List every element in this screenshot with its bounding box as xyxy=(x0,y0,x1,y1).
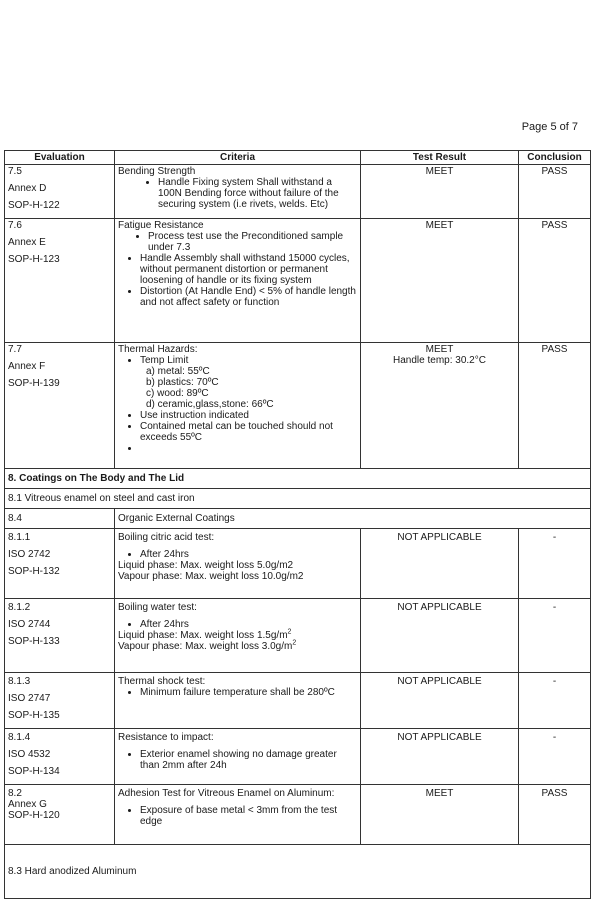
header-evaluation: Evaluation xyxy=(5,151,115,165)
sop-ref: SOP-H-122 xyxy=(8,200,60,211)
clause-number: 8.2 xyxy=(8,788,22,799)
evaluation-cell xyxy=(5,785,115,845)
header-criteria: Criteria xyxy=(115,151,361,165)
table-row xyxy=(5,729,591,785)
empty-bullet xyxy=(140,443,357,454)
table-header-row xyxy=(5,151,591,165)
table-row xyxy=(5,599,591,673)
section-8-title: 8. Coatings on The Body and The Lid xyxy=(5,469,591,489)
result-cell: MEET xyxy=(361,785,519,845)
criteria-cell xyxy=(115,673,361,729)
clause-number: 7.7 xyxy=(8,344,22,355)
result-cell: NOT APPLICABLE xyxy=(361,599,519,673)
sop-ref: SOP-H-134 xyxy=(8,766,60,777)
vapour-phase-limit: Vapour phase: Max. weight loss $3.0g/m^2$ xyxy=(118,639,297,652)
sop-ref: SOP-H-133 xyxy=(8,636,60,647)
evaluation-cell xyxy=(5,599,115,673)
criteria-title: Thermal Hazards: xyxy=(118,344,198,355)
table-row xyxy=(5,219,591,343)
result-cell: MEET xyxy=(361,165,519,219)
evaluation-cell xyxy=(5,219,115,343)
iso-ref: ISO 4532 xyxy=(8,749,51,760)
vapour-phase-limit: Vapour phase: Max. weight loss 10.0g/m2 xyxy=(118,571,304,582)
criteria-title: Bending Strength xyxy=(118,166,196,177)
sop-ref: SOP-H-135 xyxy=(8,710,60,721)
clause-number: 8.1.2 xyxy=(8,602,31,613)
clause-number: 8.1.1 xyxy=(8,532,31,543)
result-cell: NOT APPLICABLE xyxy=(361,529,519,599)
header-conclusion: Conclusion xyxy=(519,151,591,165)
criteria-bullet: • Distortion (At Handle End) < 5% of handle length and not affect safety or function xyxy=(140,286,357,308)
conclusion-cell: PASS xyxy=(519,165,591,219)
table-row xyxy=(5,673,591,729)
clause-number: 7.5 xyxy=(8,166,22,177)
criteria-cell xyxy=(115,219,361,343)
sop-ref: SOP-H-139 xyxy=(8,378,60,389)
criteria-bullet: • Contained metal can be touched should not exceeds 55ºC xyxy=(140,421,357,443)
iso-ref: ISO 2747 xyxy=(8,693,51,704)
criteria-cell xyxy=(115,785,361,845)
criteria-bullet: • After 24hrs xyxy=(140,619,357,630)
conclusion-cell: - xyxy=(519,599,591,673)
result-cell: NOT APPLICABLE xyxy=(361,729,519,785)
criteria-bullet: • Exposure of base metal < 3mm from the test edge xyxy=(140,805,357,827)
criteria-bullet: • After 24hrs xyxy=(140,549,357,560)
section-header-row xyxy=(5,489,591,509)
table-row xyxy=(5,509,591,529)
criteria-bullet: • Process test use the Preconditioned sample under 7.3 xyxy=(148,231,357,253)
evaluation-cell xyxy=(5,529,115,599)
criteria-title: Resistance to impact: xyxy=(118,732,214,743)
annex-ref: Annex G xyxy=(8,799,47,810)
evaluation-cell xyxy=(5,165,115,219)
test-report-table xyxy=(4,150,591,899)
table-row xyxy=(5,165,591,219)
section-header-row xyxy=(5,845,591,899)
criteria-title: Boiling water test: xyxy=(118,602,197,613)
conclusion-cell: PASS xyxy=(519,343,591,469)
evaluation-cell xyxy=(5,729,115,785)
criteria-cell xyxy=(115,343,361,469)
criteria-title: Boiling citric acid test: xyxy=(118,532,215,543)
table-row xyxy=(5,785,591,845)
header-test-result: Test Result xyxy=(361,151,519,165)
liquid-phase-limit: Liquid phase: Max. weight loss 5.0g/m2 xyxy=(118,560,294,571)
clause-number: 8.1.4 xyxy=(8,732,31,743)
table-row xyxy=(5,529,591,599)
conclusion-cell: PASS xyxy=(519,219,591,343)
evaluation-cell xyxy=(5,343,115,469)
criteria-bullet: • Handle Fixing system Shall withstand a 100N Bending force without failure of the securing system (i.e rivets, welds. Etc) xyxy=(158,177,357,210)
annex-ref: Annex E xyxy=(8,237,46,248)
temp-limit-item: d) ceramic,glass,stone: 66ºC xyxy=(146,399,274,410)
criteria-cell xyxy=(115,599,361,673)
criteria-title: Thermal shock test: xyxy=(118,676,206,687)
criteria-cell xyxy=(115,529,361,599)
criteria-cell: Organic External Coatings xyxy=(115,509,591,529)
iso-ref: ISO 2744 xyxy=(8,619,51,630)
evaluation-cell xyxy=(5,673,115,729)
criteria-bullet: • Handle Assembly shall withstand 15000 cycles, without permanent distortion or permanent loosening of handle or its fixing system xyxy=(140,253,357,286)
handle-temp-value: Handle temp: 30.2°C xyxy=(393,355,486,366)
result-cell: MEET xyxy=(361,219,519,343)
annex-ref: Annex F xyxy=(8,361,46,372)
section-8-3-label: 8.3 Hard anodized Aluminum xyxy=(8,865,137,877)
section-header-row xyxy=(5,469,591,489)
result-cell: NOT APPLICABLE xyxy=(361,673,519,729)
result-cell xyxy=(361,343,519,469)
section-8-1-title: 8.1 Vitreous enamel on steel and cast iron xyxy=(5,489,591,509)
criteria-bullet: • Exterior enamel showing no damage greater than 2mm after 24h xyxy=(140,749,357,771)
evaluation-cell: 8.4 xyxy=(5,509,115,529)
sop-ref: SOP-H-123 xyxy=(8,254,60,265)
page-number: Page 5 of 7 xyxy=(521,121,578,133)
sop-ref: SOP-H-120 xyxy=(8,810,60,821)
sop-ref: SOP-H-132 xyxy=(8,566,60,577)
conclusion-cell: - xyxy=(519,729,591,785)
conclusion-cell: - xyxy=(519,673,591,729)
criteria-cell xyxy=(115,165,361,219)
clause-number: 8.1.3 xyxy=(8,676,31,687)
criteria-bullet: • Temp Limit xyxy=(140,355,357,366)
temp-limit-item: a) metal: 55ºC xyxy=(146,366,210,377)
criteria-title: Adhesion Test for Vitreous Enamel on Aluminum: xyxy=(118,788,335,799)
iso-ref: ISO 2742 xyxy=(8,549,51,560)
temp-limit-item: c) wood: 89ºC xyxy=(146,388,209,399)
table-row xyxy=(5,343,591,469)
criteria-cell xyxy=(115,729,361,785)
conclusion-cell: - xyxy=(519,529,591,599)
criteria-bullet: • Minimum failure temperature shall be 280ºC xyxy=(140,687,357,698)
section-8-3-title xyxy=(5,845,591,899)
criteria-bullet: • Use instruction indicated xyxy=(140,410,357,421)
annex-ref: Annex D xyxy=(8,183,47,194)
temp-limit-item: b) plastics: 70ºC xyxy=(146,377,219,388)
conclusion-cell: PASS xyxy=(519,785,591,845)
criteria-title: Fatigue Resistance xyxy=(118,220,204,231)
clause-number: 7.6 xyxy=(8,220,22,231)
result-value: MEET xyxy=(425,344,454,355)
liquid-phase-limit: Liquid phase: Max. weight loss $1.5g/m^2$ xyxy=(118,628,292,641)
